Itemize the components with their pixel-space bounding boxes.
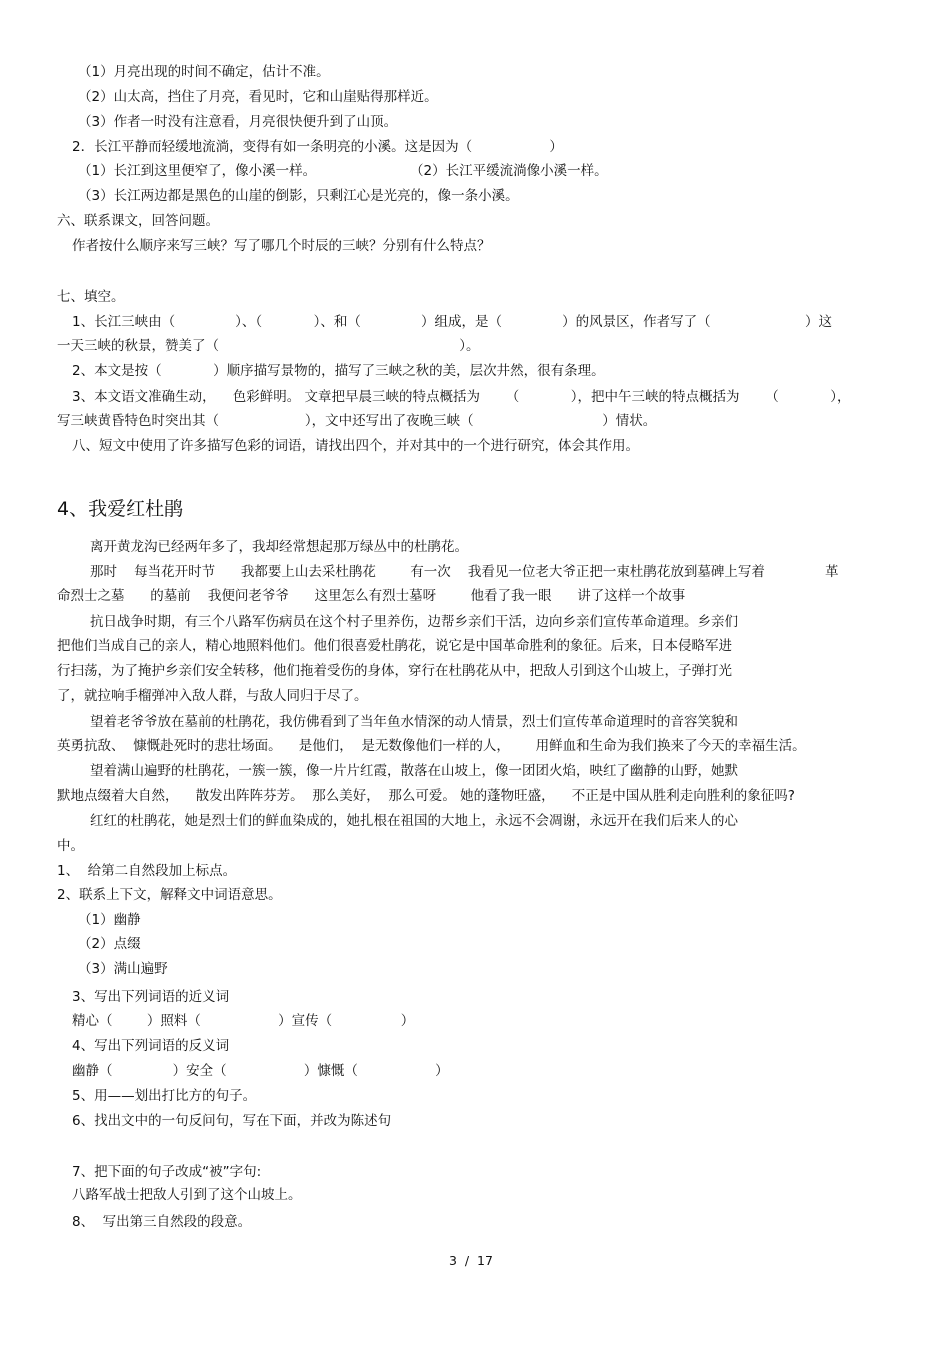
- question-item: （3）满山遍野: [78, 961, 168, 977]
- option-line: （2）山太高，挡住了月亮，看见时，它和山崖贴得那样近。: [78, 89, 438, 105]
- paragraph-line: 行扫荡，为了掩护乡亲们安全转移，他们拖着受伤的身体，穿行在杜鹃花从中，把敌人引到这个山坡上，子弹打光: [57, 663, 732, 679]
- paragraph-line: 了，就拉响手榴弹冲入敌人群，与敌人同归于尽了。: [57, 688, 368, 704]
- question-line: 4、写出下列词语的反义词: [72, 1038, 230, 1054]
- fill-blank-line: 1、长江三峡由（ ）、（ ）、和（ ）组成，是（ ）的风景区，作者写了（ ）这: [72, 314, 832, 330]
- fill-blank-line: 写三峡黄昏特色时突出其（ ），文中还写出了夜晚三峡（ ）情状。: [57, 413, 657, 429]
- option-line: （1）月亮出现的时间不确定，估计不准。: [78, 64, 330, 80]
- question-item: （2）点缀: [78, 936, 141, 952]
- section-heading: 八、短文中使用了许多描写色彩的词语，请找出四个，并对其中的一个进行研究，体会其作用。: [72, 438, 639, 454]
- question-line: 1、 给第二自然段加上标点。: [57, 863, 237, 879]
- option-line: （1）长江到这里便窄了，像小溪一样。: [78, 163, 317, 179]
- question-item: 精心（ ）照料（ ）宣传（ ）: [72, 1013, 415, 1029]
- question-line: 2、联系上下文，解释文中词语意思。: [57, 887, 282, 903]
- paragraph-line: 英勇抗敌、 慷慨赴死时的悲壮场面。 是他们， 是无数像他们一样的人， 用鲜血和生命为我们换来了今天的幸福生活。: [57, 738, 806, 754]
- paragraph-line: 那时 每当花开时节 我都要上山去采杜鹃花 有一次 我看见一位老大爷正把一束杜鹃花放到墓碑上写着 革: [90, 564, 839, 580]
- question-line: 8、 写出第三自然段的段意。: [72, 1214, 252, 1230]
- question-item: 幽静（ ）安全（ ）慷慨（ ）: [72, 1063, 449, 1079]
- fill-blank-line: 2、本文是按（ ）顺序描写景物的，描写了三峡之秋的美，层次井然，很有条理。: [72, 363, 605, 379]
- question-item: 八路军战士把敌人引到了这个山坡上。: [72, 1187, 302, 1203]
- question-line: 5、用——划出打比方的句子。: [72, 1088, 257, 1104]
- question-line: 2．长江平静而轻缓地流淌，变得有如一条明亮的小溪。这是因为（ ）: [72, 139, 563, 155]
- fill-blank-line: 3、本文语文准确生动， 色彩鲜明。 文章把早晨三峡的特点概括为 （ ），把中午三峡的特点概括为 （ ），: [72, 389, 851, 405]
- paragraph-line: 命烈士之墓 的墓前 我便问老爷爷 这里怎么有烈士墓呀 他看了我一眼 讲了这样一个故事: [57, 588, 686, 604]
- option-line: （3）长江两边都是黑色的山崖的倒影，只剩江心是光亮的，像一条小溪。: [78, 188, 519, 204]
- paragraph-line: 红红的杜鹃花，她是烈士们的鲜血染成的，她扎根在祖国的大地上，永远不会凋谢，永远开在我们后来人的心: [90, 813, 738, 829]
- question-line: 3、写出下列词语的近义词: [72, 989, 230, 1005]
- option-line: （2）长江平缓流淌像小溪一样。: [410, 163, 608, 179]
- fill-blank-line: 一天三峡的秋景，赞美了（ ）。: [57, 338, 480, 354]
- paragraph-line: 把他们当成自己的亲人，精心地照料他们。他们很喜爱杜鹃花，说它是中国革命胜利的象征。后来，日本侵略军进: [57, 638, 732, 654]
- question-line: 6、找出文中的一句反问句，写在下面，并改为陈述句: [72, 1113, 392, 1129]
- question-line: 作者按什么顺序来写三峡？写了哪几个时辰的三峡？分别有什么特点？: [72, 238, 491, 254]
- section-heading: 七、填空。: [57, 289, 125, 305]
- paragraph-line: 望着满山遍野的杜鹃花，一簇一簇，像一片片红霞，散落在山坡上，像一团团火焰，映红了幽静的山野，她默: [90, 763, 738, 779]
- question-line: 7、把下面的句子改成“被”字句:: [72, 1164, 262, 1180]
- question-item: （1）幽静: [78, 912, 141, 928]
- paragraph-line: 望着老爷爷放在墓前的杜鹃花，我仿佛看到了当年鱼水情深的动人情景，烈士们宣传革命道理时的音容笑貌和: [90, 714, 738, 730]
- paragraph-line: 离开黄龙沟已经两年多了，我却经常想起那万绿丛中的杜鹃花。: [90, 539, 468, 555]
- paragraph-line: 中。: [57, 838, 84, 854]
- article-title: 4、我爱红杜鹃: [57, 498, 184, 520]
- page-number: 3 / 17: [449, 1253, 493, 1268]
- paragraph-line: 抗日战争时期，有三个八路军伤病员在这个村子里养伤，边帮乡亲们干活，边向乡亲们宣传革命道理。乡亲们: [90, 614, 738, 630]
- paragraph-line: 默地点缀着大自然， 散发出阵阵芬芳。 那么美好， 那么可爱。 她的蓬物旺盛， 不正是中国从胜利走向胜利的象征吗?: [57, 788, 795, 804]
- section-heading: 六、联系课文，回答问题。: [57, 213, 219, 229]
- option-line: （3）作者一时没有注意看，月亮很快便升到了山顶。: [78, 114, 398, 130]
